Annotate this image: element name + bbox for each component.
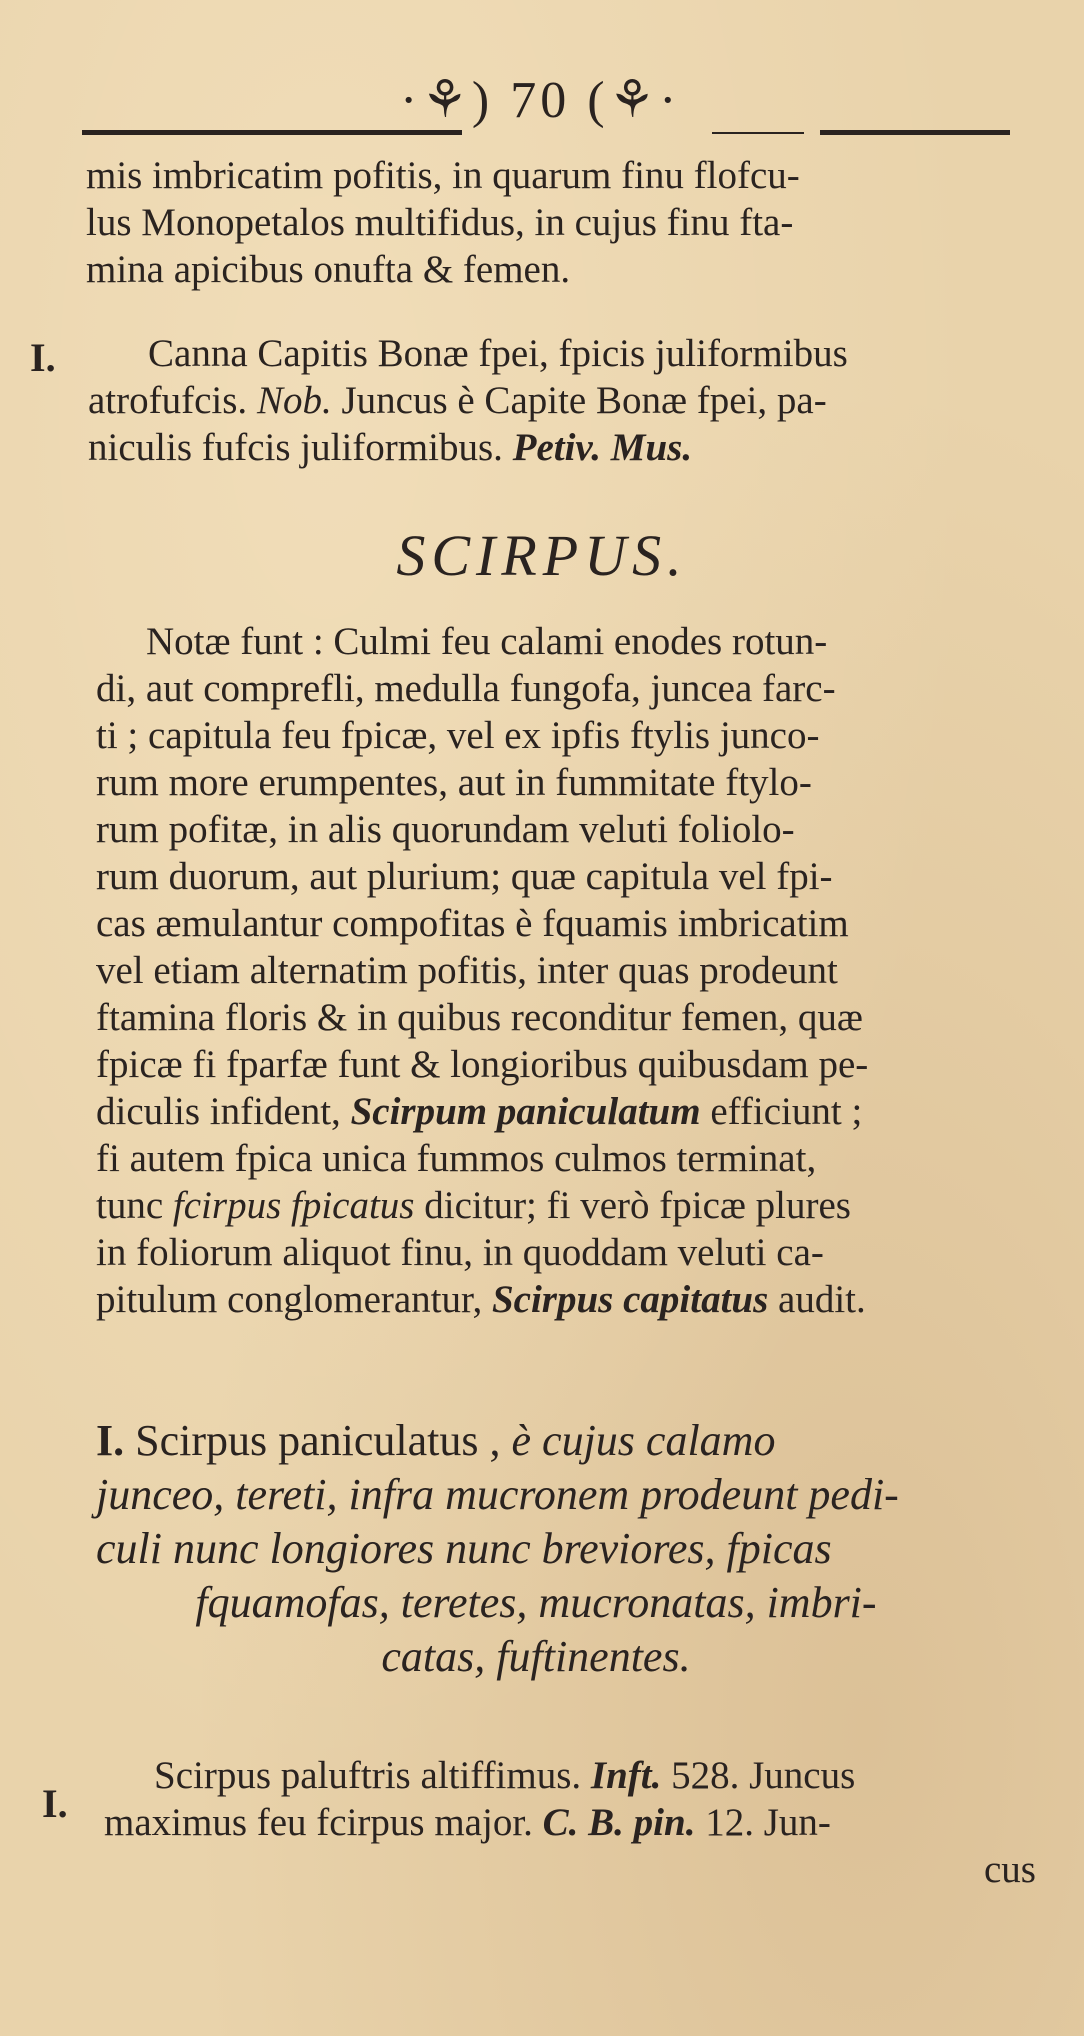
section-title: SCIRPUS. [396,523,688,588]
text-line: lus Monopetalos multifidus, in cujus finu fta- [86,201,794,244]
entry-number: I. [30,335,56,380]
entry-scirpus-palustris [104,1752,1036,1893]
text-line: fi autem fpica unica fummos culmos terminat, [96,1137,817,1180]
notes-paragraph [96,618,1046,1323]
text-line: atrofufcis. Nob. Juncus è Capite Bonæ fpei, pa- [88,379,827,422]
header-rule-left [82,130,462,135]
text-line: rum pofitæ, in alis quorundam veluti foliolo- [96,808,795,851]
text-line: catas, fuftinentes. [381,1632,691,1681]
text-line: rum duorum, aut plurium; quæ capitula vel fpi- [96,855,833,898]
text-line: niculis fufcis juliformibus. Petiv. Mus. [88,426,693,469]
text-line: junceo, tereti, infra mucronem prodeunt pedi- [96,1470,899,1519]
running-head: ·⚘) 70 (⚘· [400,72,681,129]
text-line: Notæ funt : Culmi feu calami enodes rotun- [146,620,828,663]
text-line: ti ; capitula feu fpicæ, vel ex ipfis ftylis junco- [96,714,820,757]
text-line: cas æmulantur compofitas è fquamis imbricatim [96,902,849,945]
paragraph-continuation [86,152,1036,293]
text-line: fpicæ fi fparfæ funt & longioribus quibusdam pe- [96,1043,869,1086]
text-line: Canna Capitis Bonæ fpei, fpicis juliformibus [148,332,848,375]
text-line: maximus feu fcirpus major. C. B. pin. 12. Jun- [104,1801,831,1844]
text-line: pitulum conglomerantur, Scirpus capitatus audit. [96,1278,866,1321]
text-line: in foliorum aliquot finu, in quoddam veluti ca- [96,1231,824,1274]
text-line: diculis infident, Scirpum paniculatum efficiunt ; [96,1090,863,1133]
text-line: rum more erumpentes, aut in fummitate ftylo- [96,761,812,804]
header-rule-middle [712,132,804,134]
text-line: tunc fcirpus fpicatus dicitur; fi verò fpicæ plures [96,1184,851,1227]
text-line: vel etiam alternatim pofitis, inter quas prodeunt [96,949,838,992]
entry-canna [88,330,1038,471]
text-line: I. Scirpus paniculatus , è cujus calamo [96,1416,776,1465]
species-description [96,1414,1036,1684]
entry-number: I. [42,1781,68,1826]
header-rule-right [820,130,1010,135]
text-line: Scirpus paluftris altiffimus. Inft. 528. Juncus [154,1754,856,1797]
catchword: cus [984,1848,1036,1891]
text-line: mina apicibus onufta & femen. [86,248,571,291]
text-line: culi nunc longiores nunc breviores, fpicas [96,1524,832,1573]
page-header [0,66,1084,146]
text-line: fquamofas, teretes, mucronatas, imbri- [195,1578,877,1627]
text-line: ftamina floris & in quibus reconditur femen, quæ [96,996,863,1039]
text-line: mis imbricatim pofitis, in quarum finu flofcu- [86,154,800,197]
text-line: di, aut comprefli, medulla fungofa, juncea farc- [96,667,836,710]
